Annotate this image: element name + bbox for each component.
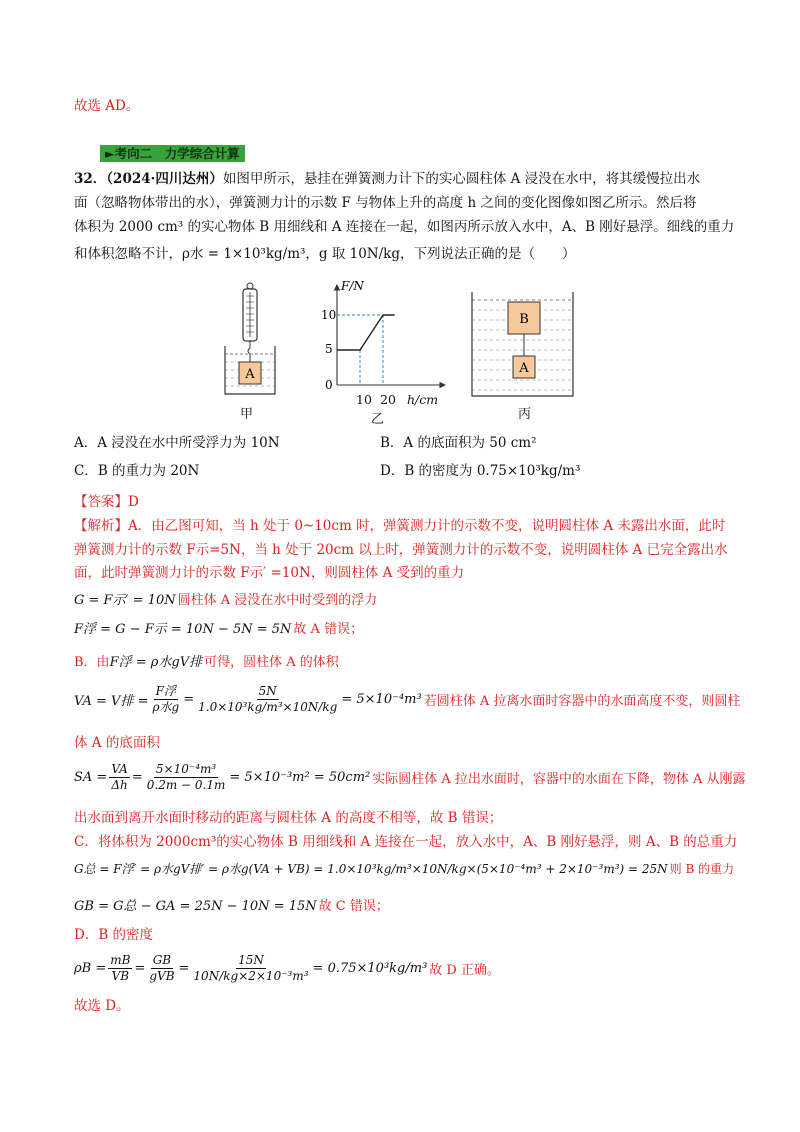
equation-1-formula: G = F示′ = 10N — [74, 593, 176, 608]
question-line-4: 和体积忽略不计，ρ水 = 1×10³kg/m³，g 取 10N/kg，下列说法正确的是（ ） — [74, 246, 576, 262]
equation-4-text: 实际圆柱体 A 拉出水面时，容器中的水面在下降，物体 A 从刚露 — [372, 772, 746, 787]
equation-4-fraction-2 — [145, 762, 228, 793]
equation-7-fraction-1 — [108, 953, 132, 984]
equation-3-rhs: = 5×10⁻⁴m³ — [341, 692, 422, 707]
block-a-label-bing: A — [519, 361, 529, 376]
equation-7-mid-1: = — [134, 961, 146, 976]
question-text-1: 如图甲所示，悬挂在弹簧测力计下的实心圆柱体 A 浸没在水中，将其缓慢拉出水 — [222, 171, 701, 187]
question-line-3: 体积为 2000 cm³ 的实心物体 B 用细线和 A 连接在一起，如图丙所示放入水中，A、B 刚好悬浮。细线的重力 — [74, 219, 735, 235]
analysis-b-text: 可得，圆柱体 A 的体积 — [204, 655, 339, 670]
analysis-line-3: 面，此时弹簧测力计的示数 F示′ =10N，则圆柱体 A 受到的重力 — [74, 565, 465, 581]
y-tick-10: 10 — [321, 308, 337, 322]
figure-bing-caption: 丙 — [518, 407, 532, 422]
figure-bing — [470, 290, 575, 398]
equation-4-lhs: SA = — [74, 770, 108, 785]
y-axis-label: F/N — [341, 280, 364, 293]
option-b: B．A 的底面积为 50 cm² — [380, 435, 537, 451]
analysis-line-4: 体 A 的底面积 — [74, 735, 160, 751]
block-a-label: A — [245, 367, 255, 382]
equation-7-fraction-3 — [191, 953, 310, 984]
analysis-line-1: 【解析】A．由乙图可知，当 h 处于 0~10cm 时，弹簧测力计的示数不变，说明圆柱体 A 未露出水面，此时 — [74, 518, 726, 534]
equation-3-fraction-1 — [150, 684, 181, 715]
answer-line: 【答案】D — [74, 494, 139, 510]
equation-2 — [74, 618, 363, 637]
equation-4 — [74, 762, 746, 793]
equation-7-mid-2: = — [178, 961, 190, 976]
option-c: C．B 的重力为 20N — [74, 463, 200, 479]
equation-4-f1-den: Δh — [111, 778, 128, 792]
equation-7-f1-den: VB — [111, 969, 130, 983]
x-axis-label: h/cm — [407, 392, 439, 407]
equation-5-formula: G总 = F浮′ = ρ水gV排′ = ρ水g(VA + VB) = 1.0×10³kg/m³×10N/kg×(5×10⁻⁴m³ + 2×10⁻³m³) = 25N — [74, 862, 668, 876]
equation-4-f1-num: VA — [111, 762, 128, 776]
question-line-1 — [74, 169, 700, 189]
equation-7-f2-num: GB — [152, 953, 172, 967]
question-number: 32． — [74, 171, 107, 187]
equation-4-f2-den: 0.2m − 0.1m — [146, 778, 226, 792]
analysis-b-lead: B．由 — [74, 655, 110, 670]
equation-6-text: 故 C 错误； — [318, 899, 389, 914]
section-badge: ►考向二 力学综合计算 — [100, 145, 245, 162]
equation-3-fraction-2 — [196, 684, 339, 715]
equation-3-text: 若圆柱体 A 拉离水面时容器中的水面高度不变，则圆柱 — [423, 694, 741, 709]
x-tick-20: 20 — [380, 392, 396, 407]
analysis-line-6: C．将体积为 2000cm³的实心物体 B 用细线和 A 连接在一起，放入水中，A、B 刚好悬浮，则 A、B 的总重力 — [74, 834, 738, 850]
y-tick-5: 5 — [325, 342, 333, 356]
previous-answer: 故选 AD。 — [74, 98, 140, 114]
equation-3-f1-num: F浮 — [155, 684, 176, 698]
equation-7-fraction-2 — [147, 953, 176, 984]
option-a: A．A 浸没在水中所受浮力为 10N — [74, 435, 280, 451]
figure-yi-caption: 乙 — [371, 412, 385, 427]
equation-4-mid: = — [131, 770, 143, 785]
y-tick-0: 0 — [325, 378, 333, 392]
series-line — [337, 315, 395, 350]
figure-jia — [222, 282, 278, 397]
equation-7-lhs: ρB = — [74, 961, 107, 976]
equation-7-f2-den: gVB — [149, 969, 175, 983]
equation-1-text: 圆柱体 A 浸没在水中时受到的浮力 — [177, 593, 378, 608]
equation-5-text: 则 B 的重力 — [669, 862, 735, 876]
equation-7-f3-den: 10N/kg×2×10⁻³m³ — [193, 969, 309, 983]
analysis-line-2: 弹簧测力计的示数 F示=5N，当 h 处于 20cm 以上时，弹簧测力计的示数不变，说明圆柱体 A 已完全露出水 — [74, 542, 728, 558]
final-answer: 故选 D。 — [74, 998, 130, 1014]
question-line-2: 面（忽略物体带出的水），弹簧测力计的示数 F 与物体上升的高度 h 之间的变化图像如图乙所示。然后将 — [74, 195, 697, 211]
equation-4-fraction-1 — [109, 762, 130, 793]
figure-yi-graph — [315, 280, 450, 400]
equation-6 — [74, 895, 389, 914]
equation-7-rhs: = 0.75×10³kg/m³ — [312, 961, 428, 976]
equation-3-f2-num: 5N — [258, 684, 277, 698]
equation-3-mid: = — [183, 692, 195, 707]
equation-7-text: 故 D 正确。 — [429, 963, 500, 978]
equation-3-f2-den: 1.0×10³kg/m³×10N/kg — [198, 700, 338, 714]
equation-2-text: 故 A 错误； — [293, 622, 364, 637]
option-d: D．B 的密度为 0.75×10³kg/m³ — [380, 463, 581, 479]
equation-7-f1-num: mB — [110, 953, 131, 967]
analysis-b-line — [74, 651, 339, 670]
equation-3-f1-den: ρ水g — [152, 700, 180, 714]
x-tick-10: 10 — [356, 392, 372, 407]
block-b-label: B — [519, 312, 529, 327]
equation-3 — [74, 684, 740, 715]
analysis-b-formula: F浮 = ρ水gV排 — [109, 655, 203, 670]
equation-2-formula: F浮 = G − F示 = 10N − 5N = 5N — [74, 622, 292, 637]
equation-3-lhs: VA = V排 = — [74, 694, 149, 709]
question-source: （2024·四川达州） — [106, 171, 223, 187]
figure-jia-caption: 甲 — [240, 407, 254, 422]
analysis-line-7: D．B 的密度 — [74, 927, 154, 943]
equation-1 — [74, 589, 377, 608]
analysis-line-5: 出水面到离开水面时移动的距离与圆柱体 A 的高度不相等，故 B 错误； — [74, 810, 503, 826]
equation-7 — [74, 953, 500, 984]
equation-6-formula: GB = G总 − GA = 25N − 10N = 15N — [74, 899, 317, 914]
equation-4-f2-num: 5×10⁻⁴m³ — [155, 762, 217, 776]
equation-5 — [74, 860, 734, 877]
equation-7-f3-num: 15N — [238, 953, 264, 967]
equation-4-rhs: = 5×10⁻³m² = 50cm² — [229, 770, 371, 785]
